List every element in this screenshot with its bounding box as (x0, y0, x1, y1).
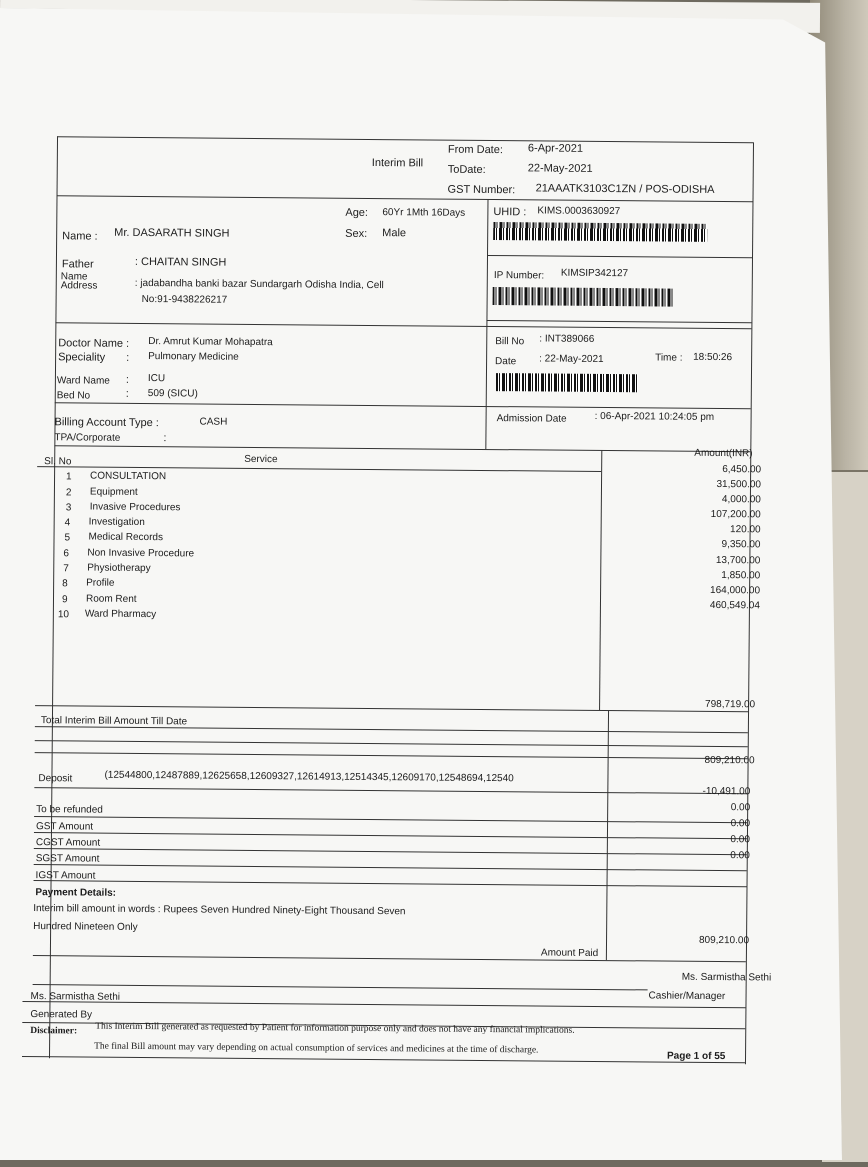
row-amount: 107,200.00 (710, 508, 761, 521)
father-value: : CHAITAN SINGH (134, 255, 227, 269)
account-type-label: Billing Account Type : (54, 416, 159, 430)
from-date-value: 6-Apr-2021 (527, 142, 584, 155)
account-type-value: CASH (199, 416, 228, 428)
sex-label: Sex: (345, 227, 368, 240)
row-no: 2 (65, 487, 72, 499)
generated-line (22, 1001, 745, 1008)
to-date-label: ToDate: (447, 163, 486, 176)
ip-number-value: KIMSIP342127 (560, 267, 629, 280)
doctor-label: Doctor Name : (58, 337, 130, 350)
tpa-colon: : (163, 432, 167, 445)
row-amount: 13,700.00 (715, 555, 761, 567)
cashier-title: Cashier/Manager (648, 990, 726, 1003)
row-no: 7 (63, 563, 69, 575)
frame-top (57, 136, 753, 143)
igst-label: IGST Amount (35, 870, 96, 882)
ip-divider (486, 320, 751, 323)
speciality-label: Speciality (58, 351, 106, 364)
patient-divider-vertical (485, 199, 488, 449)
amount-words-line-1: Interim bill amount in words : Rupees Seven Hundred Ninety-Eight Thousand Seven (33, 903, 406, 918)
name-label-overlap: Name (60, 271, 88, 283)
patient-divider (55, 322, 751, 329)
ward-label: Ward Name (56, 375, 110, 387)
row-no: 1 (66, 471, 72, 483)
doctor-name: Dr. Amrut Kumar Mohapatra (148, 336, 273, 349)
address-line-1: : jadabandha banki bazar Sundargarh Odisha India, Cell (134, 277, 384, 292)
total-line-2 (35, 740, 748, 747)
row-service: Medical Records (88, 531, 164, 544)
row-service: Investigation (88, 516, 145, 529)
total-top-line (35, 705, 748, 712)
disclaimer-bottom-line (22, 1056, 745, 1063)
row-amount: 6,450.00 (722, 464, 762, 476)
time-label: Time : (655, 352, 683, 364)
row-no: 5 (64, 532, 71, 544)
row-no: 9 (61, 594, 68, 606)
gst-line (34, 832, 747, 839)
row-service: CONSULTATION (90, 470, 167, 483)
row-amount: 460,549.04 (709, 599, 761, 612)
bill-no-label: Bill No (495, 336, 525, 348)
gst-label: GST Amount (35, 821, 94, 833)
ward-value: ICU (147, 373, 166, 385)
footer-line (33, 984, 648, 990)
row-amount: 1,850.00 (721, 570, 761, 582)
deposit-amount: 809,210.00 (704, 754, 755, 767)
cgst-label: CGST Amount (35, 837, 101, 849)
refund-line (34, 816, 747, 823)
uhid-label: UHID : (493, 206, 527, 219)
father-label: Father (61, 258, 94, 271)
row-service: Invasive Procedures (89, 501, 181, 514)
row-service: Physiotherapy (87, 562, 151, 575)
deposit-top-line (35, 752, 748, 759)
row-no: 8 (62, 578, 68, 590)
generated-by-label: Generated By (30, 1009, 93, 1021)
uhid-value: KIMS.0003630927 (537, 205, 621, 218)
ip-number-label: IP Number: (493, 270, 545, 282)
generator-name: Ms. Sarmistha Sethi (30, 991, 121, 1003)
gst-number-value: 21AAATK3103C1ZN / POS-ODISHA (535, 182, 715, 196)
row-service: Profile (86, 577, 115, 589)
bill-no-value: : INT389066 (539, 333, 595, 345)
bed-value: 509 (SICU) (147, 388, 198, 400)
refund-label: To be refunded (36, 804, 103, 816)
patient-name: Mr. DASARATH SINGH (114, 226, 230, 240)
tpa-label: TPA/Corporate (54, 432, 121, 444)
row-amount: 164,000.00 (709, 584, 761, 597)
bed-label: Bed No (56, 390, 91, 402)
billing-divider (54, 445, 750, 452)
uhid-divider (487, 255, 752, 258)
age-label: Age: (345, 206, 369, 219)
row-service: Ward Pharmacy (84, 608, 157, 621)
from-date-label: From Date: (447, 143, 503, 157)
name-label: Name : (62, 230, 98, 243)
doctor-divider (55, 402, 751, 409)
table-divider-vertical (599, 450, 602, 710)
sgst-amount: 0.00 (730, 834, 750, 846)
row-no: 6 (63, 548, 70, 560)
col-amount-header: Amount(INR) (694, 447, 753, 460)
total-label: Total Interim Bill Amount Till Date (40, 715, 188, 728)
gst-number-label: GST Number: (447, 183, 516, 197)
igst-line (34, 880, 747, 887)
cgst-line (34, 848, 747, 855)
sgst-label: SGST Amount (35, 853, 100, 865)
row-service: Equipment (89, 486, 138, 498)
cashier-name: Ms. Sarmistha Sethi (681, 971, 772, 984)
igst-amount: 0.00 (730, 850, 750, 862)
cgst-amount: 0.00 (730, 818, 751, 830)
total-amount: 798,719.00 (704, 698, 756, 711)
row-amount: 4,000.00 (721, 494, 761, 506)
gst-amount: 0.00 (730, 802, 751, 814)
address-line-2: No:91-9438226217 (141, 293, 228, 306)
row-amount: 120.00 (729, 524, 761, 536)
total-line-1 (35, 726, 748, 733)
ward-colon: : (125, 373, 130, 386)
amount-paid-label: Amount Paid (540, 947, 599, 959)
address-label: Address (60, 280, 98, 292)
disclaimer-line-2: The final Bill amount may vary depending on actual consumption of services and medicines at the time of discharge. (94, 1041, 539, 1056)
col-service-header: Service (244, 453, 278, 466)
row-service: Room Rent (85, 593, 137, 605)
disclaimer-line-1: This Interim Bill generated as requested by Patient for information purpose only and does not have any financial implications. (95, 1021, 575, 1036)
row-service: Non Invasive Procedure (87, 547, 195, 560)
row-amount: 9,350.00 (721, 539, 761, 551)
payment-line (33, 955, 746, 962)
admission-date-label: Admission Date (496, 413, 567, 425)
disclaimer-label: Disclaimer: (30, 1026, 78, 1037)
to-date-value: 22-May-2021 (527, 162, 593, 175)
deposit-label: Deposit (38, 773, 73, 785)
deposit-refs: (12544800,12487889,12625658,12609327,12614913,12514345,12609170,12548694,12540 (104, 769, 514, 785)
page-number: Page 1 of 55 (666, 1050, 726, 1063)
sgst-line (34, 864, 747, 871)
amount-paid-value: 809,210.00 (698, 934, 750, 947)
bed-colon: : (125, 387, 129, 400)
row-no: 4 (64, 517, 71, 529)
bill-date-label: Date (495, 356, 517, 368)
ip-barcode (493, 287, 673, 307)
refund-amount: -10,491.00 (702, 785, 751, 798)
row-amount: 31,500.00 (716, 479, 762, 491)
amount-words-line-2: Hundred Nineteen Only (33, 921, 138, 933)
row-no: 3 (65, 502, 72, 514)
uhid-barcode (493, 222, 707, 242)
age-value: 60Yr 1Mth 16Days (382, 207, 466, 219)
speciality-colon: : (126, 351, 130, 364)
col-slno-header: Sl. No (44, 456, 72, 468)
speciality-value: Pulmonary Medicine (148, 351, 239, 363)
totals-divider-vertical (606, 710, 609, 960)
deposit-bottom-line (34, 787, 747, 794)
sex-value: Male (382, 227, 407, 240)
bill-barcode (496, 373, 638, 392)
payment-details-label: Payment Details: (35, 887, 117, 899)
admission-date-value: : 06-Apr-2021 10:24:05 pm (594, 410, 715, 423)
row-no: 10 (57, 609, 70, 621)
time-value: 18:50:26 (693, 351, 733, 364)
bill-date-value: : 22-May-2021 (539, 353, 604, 366)
bill-title: Interim Bill (371, 156, 424, 170)
